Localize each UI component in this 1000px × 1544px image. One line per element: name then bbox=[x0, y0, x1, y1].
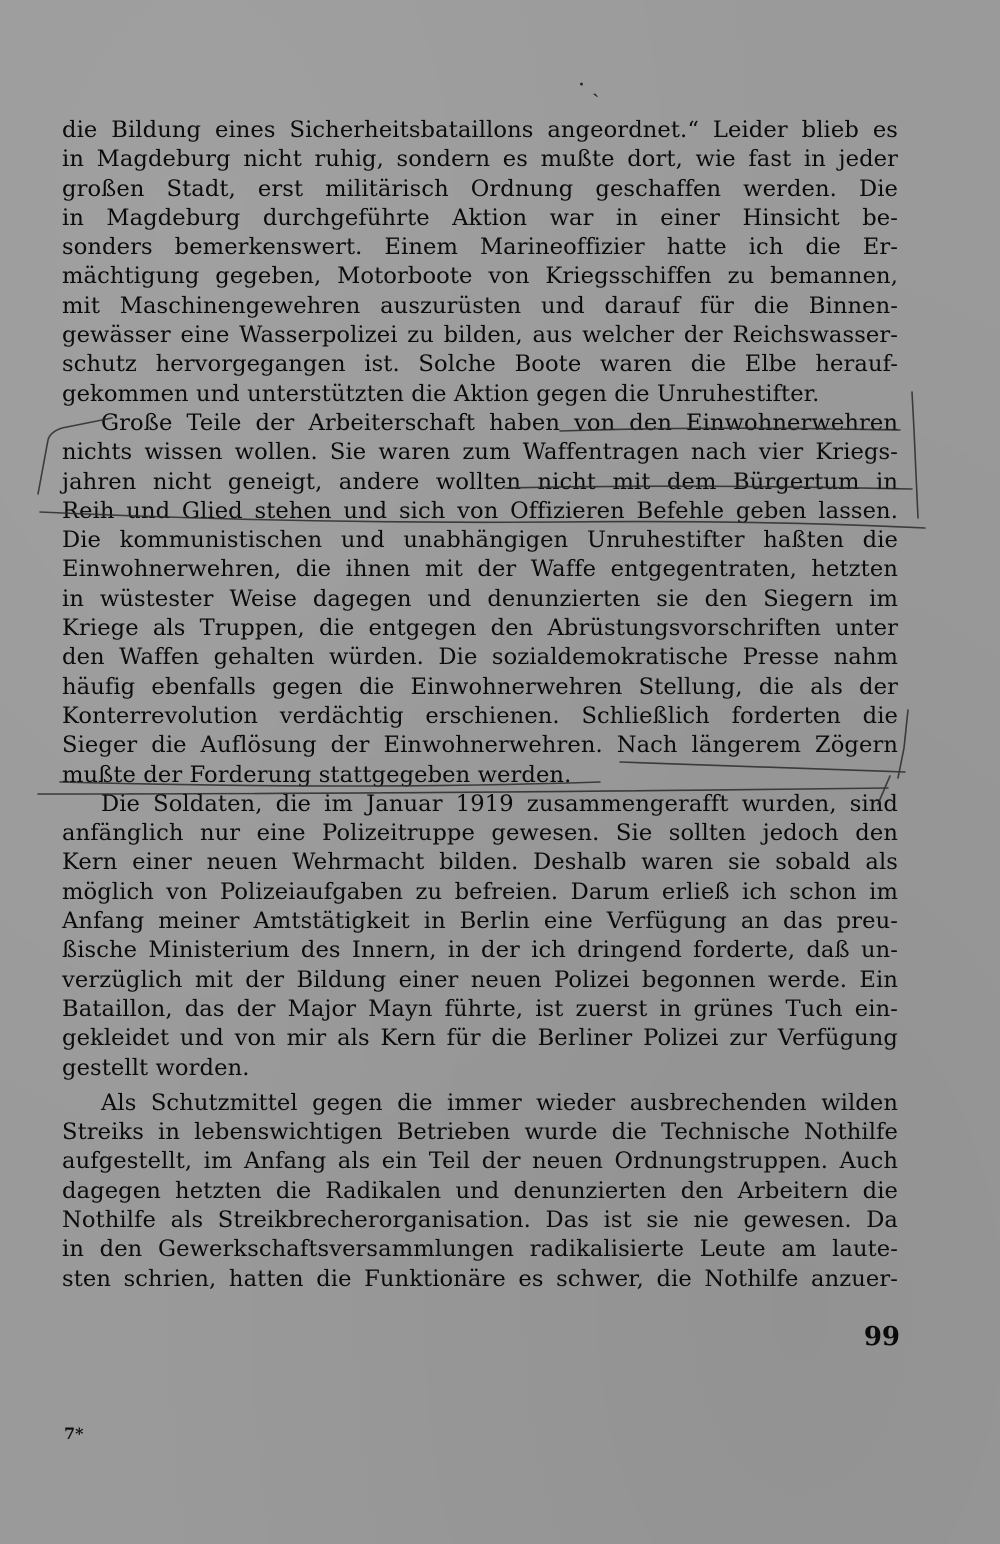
text-line: großen Stadt, erst militärisch Ordnung geschaffen werden. Die bbox=[62, 175, 898, 202]
text-line: dagegen hetzten die Radikalen und denunzierten den Arbeitern die bbox=[62, 1177, 898, 1204]
text-line: Bataillon, das der Major Mayn führte, ist zuerst in grünes Tuch ein- bbox=[62, 995, 898, 1022]
text-line: in wüstester Weise dagegen und denunzierten sie den Siegern im bbox=[62, 585, 898, 612]
text-line: die Bildung eines Sicherheitsbataillons angeordnet.“ Leider blieb es bbox=[62, 117, 898, 143]
text-line: Streiks in lebenswichtigen Betrieben wurde die Technische Nothilfe bbox=[62, 1119, 898, 1146]
text-line: verzüglich mit der Bildung einer neuen Polizei begonnen werde. Ein bbox=[62, 966, 898, 993]
text-line: nichts wissen wollen. Sie waren zum Waffentragen nach vier Kriegs- bbox=[62, 439, 898, 466]
text-line: häufig ebenfalls gegen die Einwohnerwehren Stellung, die als der bbox=[62, 673, 898, 700]
text-line: in Magdeburg durchgeführte Aktion war in einer Hinsicht be- bbox=[62, 204, 898, 231]
text-line: schutz hervorgegangen ist. Solche Boote waren die Elbe herauf- bbox=[62, 351, 898, 378]
text-line: jahren nicht geneigt, andere wollten nicht mit dem Bürgertum in bbox=[62, 468, 898, 495]
text-line: Anfang meiner Amtstätigkeit in Berlin eine Verfügung an das preu- bbox=[62, 908, 898, 935]
text-line: aufgestellt, im Anfang als ein Teil der neuen Ordnungstruppen. Auch bbox=[62, 1148, 898, 1175]
text-line: Kriege als Truppen, die entgegen den Abrüstungsvorschriften unter bbox=[62, 615, 898, 642]
text-line: Kern einer neuen Wehrmacht bilden. Deshalb waren sie sobald als bbox=[62, 849, 898, 876]
side-mark bbox=[898, 710, 908, 778]
text-line: in Magdeburg nicht ruhig, sondern es mußte dort, wie fast in jeder bbox=[62, 146, 898, 173]
text-line: Nothilfe als Streikbrecherorganisation. Das ist sie nie gewesen. Da bbox=[62, 1206, 898, 1233]
text-line: Als Schutzmittel gegen die immer wieder ausbrechenden wilden bbox=[101, 1089, 898, 1116]
text-line: sten schrien, hatten die Funktionäre es schwer, die Nothilfe anzuer- bbox=[62, 1265, 898, 1292]
text-line: Große Teile der Arbeiterschaft haben von den Einwohnerwehren bbox=[101, 409, 898, 436]
text-line: gestellt worden. bbox=[62, 1054, 250, 1081]
text-line: Die kommunistischen und unabhängigen Unruhestifter haßten die bbox=[62, 527, 898, 554]
text-line: möglich von Polizeiaufgaben zu befreien. Darum erließ ich schon im bbox=[62, 878, 898, 905]
text-line: gewässer eine Wasserpolizei zu bilden, aus welcher der Reichswasser- bbox=[62, 322, 898, 349]
text-line: ßische Ministerium des Innern, in der ich dringend forderte, daß un- bbox=[62, 937, 898, 964]
text-line: gekommen und unterstützten die Aktion gegen die Unruhestifter. bbox=[62, 380, 820, 407]
body-text bbox=[62, 116, 898, 1294]
text-line: mächtigung gegeben, Motorboote von Kriegsschiffen zu bemannen, bbox=[62, 263, 898, 290]
text-line: Reih und Glied stehen und sich von Offizieren Befehle geben lassen. bbox=[62, 497, 898, 524]
text-line: mußte der Forderung stattgegeben werden. bbox=[62, 761, 572, 788]
text-line: gekleidet und von mir als Kern für die Berliner Polizei zur Verfügung bbox=[62, 1025, 898, 1052]
page-number: 99 bbox=[863, 1322, 900, 1352]
text-line: mit Maschinengewehren auszurüsten und darauf für die Binnen- bbox=[62, 292, 898, 319]
signature-mark: 7* bbox=[64, 1424, 84, 1443]
side-mark bbox=[912, 392, 918, 518]
text-line: Sieger die Auflösung der Einwohnerwehren. Nach längerem Zögern bbox=[62, 732, 898, 759]
text-line: anfänglich nur eine Polizeitruppe gewesen. Sie sollten jedoch den bbox=[62, 820, 898, 847]
text-line: in den Gewerkschaftsversammlungen radikalisierte Leute am laute- bbox=[62, 1236, 898, 1263]
text-line: den Waffen gehalten würden. Die sozialdemokratische Presse nahm bbox=[62, 644, 898, 671]
text-line: Einwohnerwehren, die ihnen mit der Waffe entgegentraten, hetzten bbox=[62, 556, 898, 583]
text-line: Die Soldaten, die im Januar 1919 zusammengerafft wurden, sind bbox=[101, 790, 898, 817]
text-line: sonders bemerkenswert. Einem Marineoffizier hatte ich die Er- bbox=[62, 234, 898, 261]
print-speck: · ˎ bbox=[578, 73, 600, 98]
text-line: Konterrevolution verdächtig erschienen. Schließlich forderten die bbox=[62, 702, 898, 729]
